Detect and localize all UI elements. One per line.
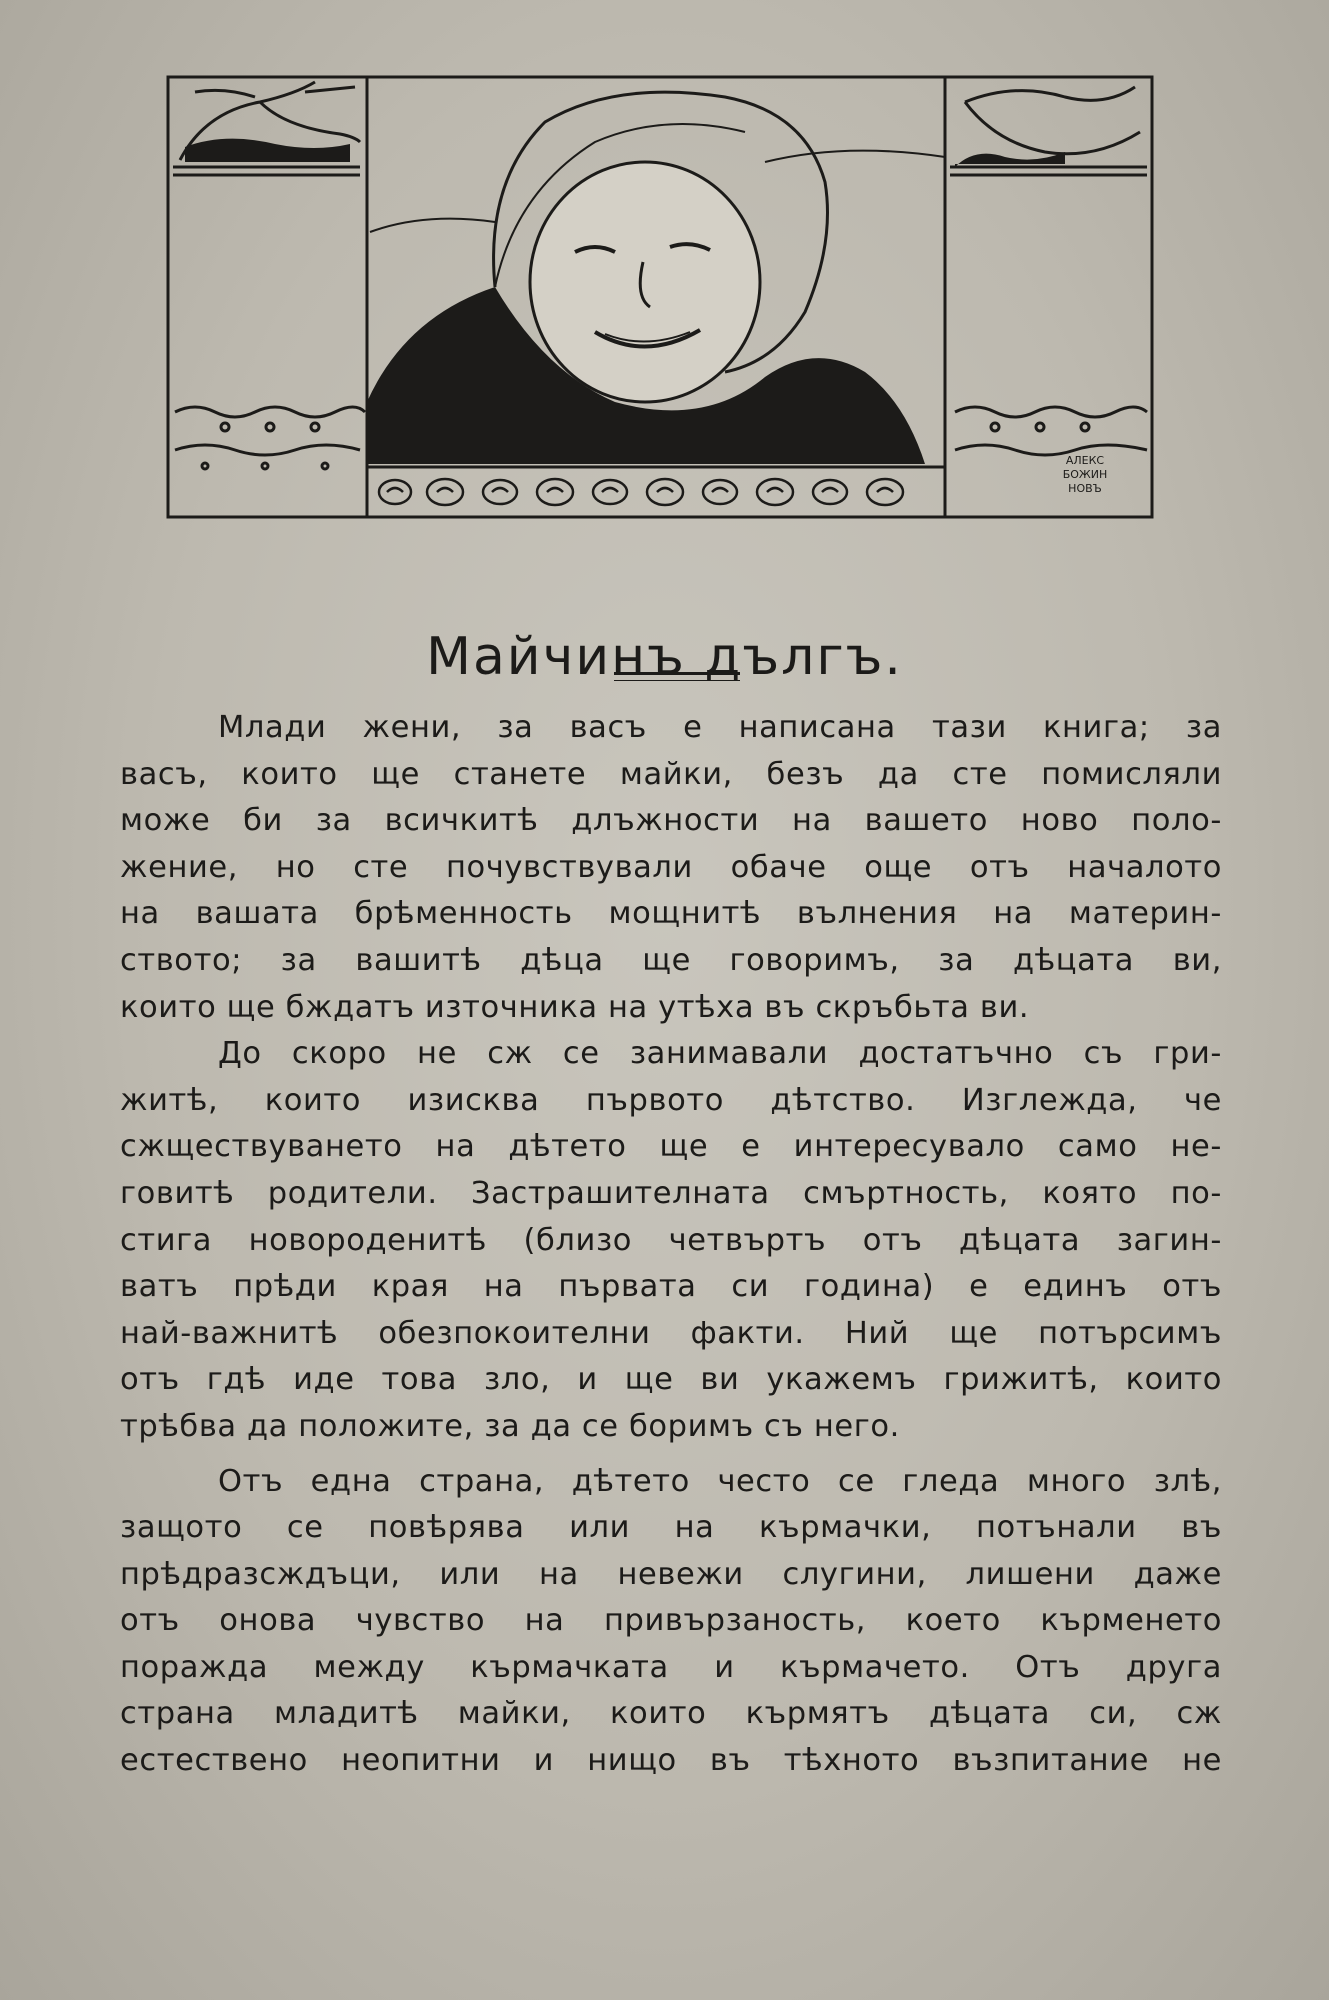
text-line: прѣдразсждъци, или на невежи слугини, лишени даже	[120, 1556, 1222, 1592]
right-stork-panel	[950, 87, 1147, 455]
svg-text:БОЖИН: БОЖИН	[1062, 468, 1108, 481]
text-line: Млади жени, за васъ е написана тази книга; за	[218, 710, 1222, 745]
text-line: отъ гдѣ иде това зло, и ще ви укажемъ грижитѣ, които	[120, 1362, 1222, 1398]
header-illustration	[165, 72, 1155, 522]
svg-text:НОВЪ: НОВЪ	[1068, 482, 1102, 495]
text-line: жение, но сте почувствували обаче още отъ началото	[120, 849, 1222, 885]
title-rule-thin	[614, 680, 740, 681]
text-line: най-важнитѣ обезпокоителни факти. Ний ще потърсимъ	[120, 1315, 1222, 1351]
text-line: васъ, които ще станете майки, безъ да сте помисляли	[120, 756, 1222, 792]
text-line: защото се повѣрява или на кърмачки, потънали въ	[120, 1510, 1222, 1546]
paragraph-2	[120, 1031, 1222, 1450]
text-line: житѣ, които изисква първото дѣтство. Изглежда, че	[120, 1082, 1222, 1118]
left-stork-panel	[173, 82, 365, 469]
text-line: отъ онова чувство на привързаность, което кърменето	[120, 1603, 1222, 1639]
text-line: ството; за вашитѣ дѣца ще говоримъ, за дѣцата ви,	[120, 942, 1222, 978]
paragraph-3	[120, 1459, 1222, 1785]
text-line: стига новороденитѣ (близо четвъртъ отъ дѣцата загин-	[120, 1222, 1222, 1258]
title-rule	[614, 672, 740, 675]
text-line: трѣбва да положите, за да се боримъ съ него.	[120, 1408, 900, 1444]
text-line: които ще бждатъ източника на утѣха въ скръбьта ви.	[120, 989, 1030, 1025]
text-line: До скоро не сж се занимавали достатъчно съ гри-	[218, 1036, 1222, 1072]
ornament-band	[379, 479, 903, 505]
paragraph-1	[120, 705, 1222, 1031]
artist-signature	[1063, 454, 1108, 495]
text-line: на вашата брѣменность мощнитѣ вълнения на материн-	[120, 896, 1222, 932]
text-line: сжществуването на дѣтето ще е интересувало само не-	[120, 1129, 1222, 1165]
text-line: ватъ прѣди края на първата си година) е единъ отъ	[120, 1269, 1222, 1305]
chapter-title: Майчинъ дългъ.	[426, 626, 903, 687]
text-line: поражда между кърмачката и кърмачето. Отъ друга	[120, 1649, 1222, 1685]
svg-text:АЛЕКС: АЛЕКС	[1065, 454, 1105, 467]
text-line: естествено неопитни и нищо въ тѣхното възпитание не	[120, 1743, 1222, 1779]
text-line: може би за всичкитѣ длъжности на вашето ново поло-	[120, 803, 1222, 839]
text-line: Отъ една страна, дѣтето често се гледа много злѣ,	[218, 1463, 1222, 1499]
text-line: страна младитѣ майки, които кърмятъ дѣцата си, сж	[120, 1696, 1222, 1732]
body-text	[120, 705, 1222, 1785]
text-line: говитѣ родители. Застрашителната смъртность, която по-	[120, 1175, 1222, 1211]
portrait-of-woman	[367, 92, 945, 464]
